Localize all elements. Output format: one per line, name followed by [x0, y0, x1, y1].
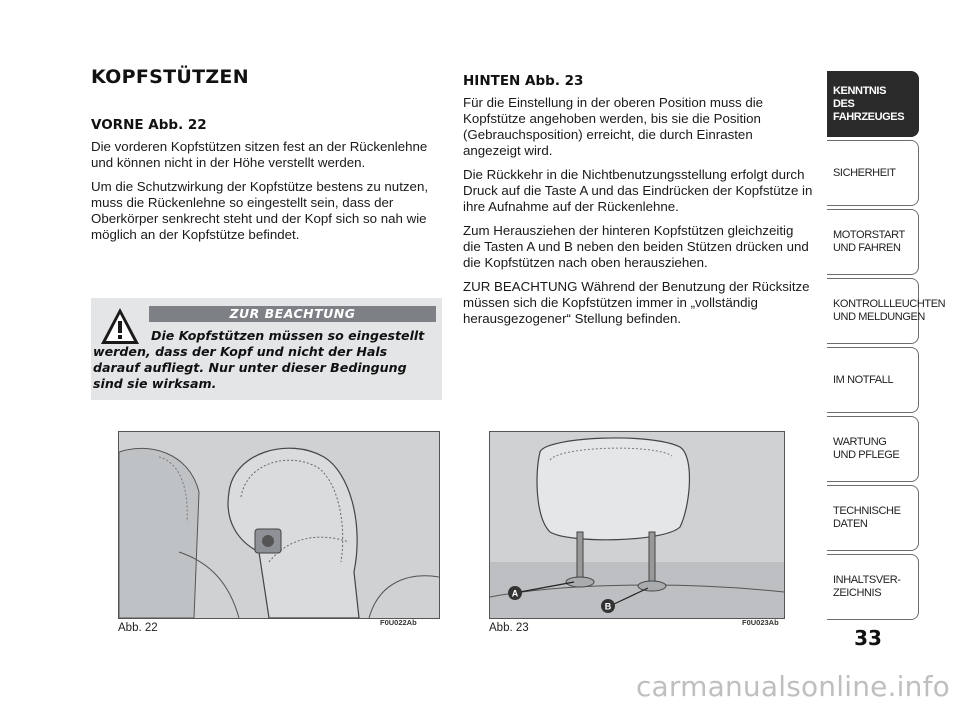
- tab-inhaltsverzeichnis[interactable]: INHALTSVER- ZEICHNIS: [827, 554, 919, 620]
- warning-box: [91, 298, 442, 400]
- rear-paragraph: Für die Einstellung in der oberen Position muss die Kopfstütze angehoben werden, bis sie die Position (Gebrauchsposition) erreicht, die durch Einrasten angezeigt wird.: [463, 95, 764, 158]
- front-paragraph: Um die Schutzwirkung der Kopfstütze bestens zu nutzen, muss die Rückenlehne so eingestellt sein, dass der Oberkörper senkrecht steht und der Kopf sich so nah wie möglich an der Kopfstütze befindet.: [91, 179, 429, 242]
- tab-motorstart-und-fahren[interactable]: MOTORSTART UND FAHREN: [827, 209, 919, 275]
- rear-heading: HINTEN Abb. 23: [463, 73, 584, 89]
- figure-rear-headrest: [489, 431, 785, 619]
- tab-kenntnis-des-fahrzeuges[interactable]: KENNTNIS DES FAHRZEUGES: [827, 71, 919, 137]
- rear-paragraph: Zum Herausziehen der hinteren Kopfstützen gleichzeitig die Tasten A und B neben den beiden Stützen drücken und die Kopfstützen nach oben herausziehen.: [463, 223, 809, 270]
- label-b: B: [604, 601, 612, 612]
- warning-text: Die Kopfstützen müssen so eingestellt werden, dass der Kopf und nicht der Hals darauf aufliegt. Nur unter dieser Bedingung sind sie wirksam.: [93, 328, 425, 391]
- chapter-tab-nav: [827, 71, 946, 623]
- front-heading: VORNE Abb. 22: [91, 117, 207, 133]
- front-paragraph: Die vorderen Kopfstützen sitzen fest an der Rückenlehne und können nicht in der Höhe verstellt werden.: [91, 139, 428, 170]
- watermark: carmanualsonline.info: [635, 670, 950, 703]
- rear-headrest-illustration: [490, 432, 784, 618]
- tab-wartung-und-pflege[interactable]: WARTUNG UND PFLEGE: [827, 416, 919, 482]
- tab-sicherheit[interactable]: SICHERHEIT: [827, 140, 919, 206]
- rear-section: [463, 73, 813, 335]
- tab-im-notfall[interactable]: IM NOTFALL: [827, 347, 919, 413]
- front-headrest-illustration: [119, 432, 439, 618]
- rear-paragraph: Die Rückkehr in die Nichtbenutzungsstellung erfolgt durch Druck auf die Taste A und das Eindrücken der Kopfstütze in ihre Aufnahme auf der Rückenlehne.: [463, 167, 813, 214]
- figure-caption: Abb. 23: [489, 622, 529, 634]
- page-number: 33: [854, 626, 882, 650]
- figure-caption: Abb. 22: [118, 622, 158, 634]
- figure-code: F0U022Ab: [380, 618, 417, 627]
- label-a: A: [511, 588, 519, 599]
- figure-front-headrest: [118, 431, 440, 619]
- tab-technische-daten[interactable]: TECHNISCHE DATEN: [827, 485, 919, 551]
- figure-code: F0U023Ab: [742, 618, 779, 627]
- rear-paragraph: ZUR BEACHTUNG Während der Benutzung der Rücksitze müssen sich die Kopfstützen immer in „vollständig herausgezogener“ Stellung befinden.: [463, 279, 810, 326]
- front-section: [91, 117, 431, 251]
- tab-kontrollleuchten-und-meldungen[interactable]: KONTROLLLEUCHTEN UND MELDUNGEN: [827, 278, 919, 344]
- warning-header: ZUR BEACHTUNG: [149, 306, 436, 322]
- page-title: KOPFSTÜTZEN: [91, 66, 249, 88]
